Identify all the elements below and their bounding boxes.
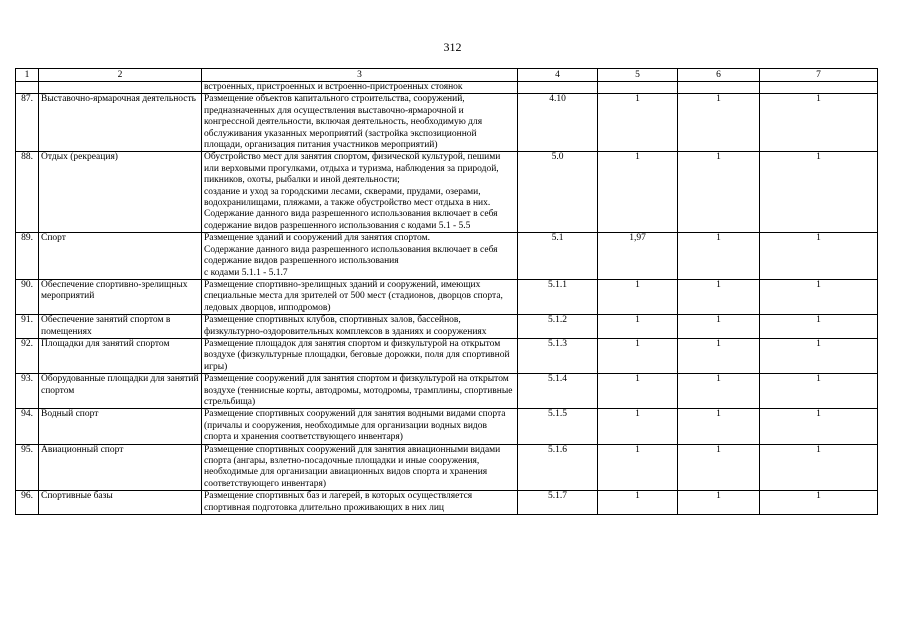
table-row — [16, 338, 878, 373]
coefficient-cell: 1 — [598, 152, 678, 233]
use-name-cell: Спорт — [39, 233, 202, 280]
row-number-cell: 92. — [16, 338, 39, 373]
column-header: 1 — [16, 69, 39, 82]
table-row — [16, 374, 878, 409]
coefficient-cell: 1 — [760, 409, 878, 444]
coefficient-cell: 1 — [598, 94, 678, 152]
coefficient-cell: 1 — [760, 315, 878, 339]
column-header: 7 — [760, 69, 878, 82]
description-cell: Размещение спортивных сооружений для занятия авиационными видами спорта (ангары, взлетно-посадочные площадки и иные сооружения, необходимые для организации авиационных видов спорта и хранения соответствующего инвентаря) — [202, 444, 518, 491]
code-cell: 5.1.7 — [518, 491, 598, 515]
coefficient-cell: 1 — [678, 409, 760, 444]
row-number-cell: 90. — [16, 279, 39, 314]
description-cell: Размещение спортивных сооружений для занятия водными видами спорта (причалы и сооружения, необходимые для организации водных видов спорта и хранения соответствующего инвентаря) — [202, 409, 518, 444]
use-name-cell: Оборудованные площадки для занятий спортом — [39, 374, 202, 409]
use-name-cell: Обеспечение занятий спортом в помещениях — [39, 315, 202, 339]
row-number-cell: 89. — [16, 233, 39, 280]
coefficient-cell: 1 — [678, 374, 760, 409]
coefficient-cell: 1 — [760, 233, 878, 280]
coefficient-cell: 1 — [598, 279, 678, 314]
page-number: 312 — [443, 40, 462, 54]
coefficient-cell: 1 — [598, 315, 678, 339]
land-use-table — [15, 68, 878, 515]
cell — [16, 82, 39, 94]
table-header-row — [16, 69, 878, 82]
cell: встроенных, пристроенных и встроенно-пристроенных стоянок — [202, 82, 518, 94]
coefficient-cell: 1 — [760, 338, 878, 373]
use-name-cell: Отдых (рекреация) — [39, 152, 202, 233]
column-header: 5 — [598, 69, 678, 82]
column-header: 6 — [678, 69, 760, 82]
column-header: 4 — [518, 69, 598, 82]
coefficient-cell: 1 — [598, 491, 678, 515]
column-header: 2 — [39, 69, 202, 82]
table-row — [16, 409, 878, 444]
code-cell: 5.1.5 — [518, 409, 598, 444]
cell — [518, 82, 598, 94]
description-cell: Размещение площадок для занятия спортом и физкультурой на открытом воздухе (физкультурные площадки, беговые дорожки, поля для спортивной игры) — [202, 338, 518, 373]
row-number-cell: 96. — [16, 491, 39, 515]
code-cell: 5.1.6 — [518, 444, 598, 491]
coefficient-cell: 1 — [760, 444, 878, 491]
table-row — [16, 315, 878, 339]
coefficient-cell: 1 — [598, 374, 678, 409]
use-name-cell: Авиационный спорт — [39, 444, 202, 491]
coefficient-cell: 1 — [760, 152, 878, 233]
table-row — [16, 279, 878, 314]
code-cell: 5.1 — [518, 233, 598, 280]
coefficient-cell: 1 — [760, 279, 878, 314]
code-cell: 5.0 — [518, 152, 598, 233]
description-cell: Размещение спортивных баз и лагерей, в которых осуществляется спортивная подготовка длительно проживающих в них лиц — [202, 491, 518, 515]
coefficient-cell: 1 — [678, 94, 760, 152]
coefficient-cell: 1 — [598, 444, 678, 491]
row-number-cell: 87. — [16, 94, 39, 152]
table-row — [16, 94, 878, 152]
description-cell: Размещение зданий и сооружений для занятия спортом. Содержание данного вида разрешенного использования включает в себя содержание видов разрешенного использования с кодами 5.1.1 - 5.1.7 — [202, 233, 518, 280]
column-header: 3 — [202, 69, 518, 82]
use-name-cell: Площадки для занятий спортом — [39, 338, 202, 373]
row-number-cell: 91. — [16, 315, 39, 339]
use-name-cell: Выставочно-ярмарочная деятельность — [39, 94, 202, 152]
row-number-cell: 88. — [16, 152, 39, 233]
coefficient-cell: 1 — [760, 374, 878, 409]
description-cell: Размещение сооружений для занятия спортом и физкультурой на открытом воздухе (теннисные корты, автодромы, мотодромы, трамплины, спортивные стрельбища) — [202, 374, 518, 409]
continuation-row — [16, 82, 878, 94]
use-name-cell: Спортивные базы — [39, 491, 202, 515]
coefficient-cell: 1 — [678, 152, 760, 233]
coefficient-cell: 1 — [678, 279, 760, 314]
coefficient-cell: 1 — [678, 491, 760, 515]
code-cell: 4.10 — [518, 94, 598, 152]
cell — [760, 82, 878, 94]
table-row — [16, 233, 878, 280]
description-cell: Размещение объектов капитального строительства, сооружений, предназначенных для осуществления выставочно-ярмарочной и конгрессной деятельности, включая деятельность, необходимую для обслуживания указанных мероприятий (застройка экспозиционной площади, организация питания участников мероприятий) — [202, 94, 518, 152]
use-name-cell: Водный спорт — [39, 409, 202, 444]
coefficient-cell: 1 — [598, 409, 678, 444]
description-cell: Размещение спортивно-зрелищных зданий и сооружений, имеющих специальные места для зрителей от 500 мест (стадионов, дворцов спорта, ледовых дворцов, ипподромов) — [202, 279, 518, 314]
coefficient-cell: 1 — [678, 444, 760, 491]
description-cell: Размещение спортивных клубов, спортивных залов, бассейнов, физкультурно-оздоровительных комплексов в зданиях и сооружениях — [202, 315, 518, 339]
cell — [39, 82, 202, 94]
table-row — [16, 152, 878, 233]
table-row — [16, 491, 878, 515]
table-body — [16, 94, 878, 515]
table-row — [16, 444, 878, 491]
row-number-cell: 94. — [16, 409, 39, 444]
coefficient-cell: 1 — [598, 338, 678, 373]
coefficient-cell: 1 — [760, 94, 878, 152]
row-number-cell: 93. — [16, 374, 39, 409]
row-number-cell: 95. — [16, 444, 39, 491]
coefficient-cell: 1 — [678, 233, 760, 280]
description-cell: Обустройство мест для занятия спортом, физической культурой, пешими или верховыми прогулками, отдыха и туризма, наблюдения за природой, пикников, охоты, рыбалки и иной деятельности; создание и уход за городскими лесами, скверами, прудами, озерами, водохранилищами, пляжами, а также обустройство мест отдыха в них. Содержание данного вида разрешенного использования включает в себя содержание видов разрешенного использования с кодами 5.1 - 5.5 — [202, 152, 518, 233]
coefficient-cell: 1 — [760, 491, 878, 515]
cell — [678, 82, 760, 94]
coefficient-cell: 1 — [678, 315, 760, 339]
cell — [598, 82, 678, 94]
coefficient-cell: 1,97 — [598, 233, 678, 280]
code-cell: 5.1.3 — [518, 338, 598, 373]
code-cell: 5.1.2 — [518, 315, 598, 339]
code-cell: 5.1.4 — [518, 374, 598, 409]
code-cell: 5.1.1 — [518, 279, 598, 314]
use-name-cell: Обеспечение спортивно-зрелищных мероприятий — [39, 279, 202, 314]
coefficient-cell: 1 — [678, 338, 760, 373]
